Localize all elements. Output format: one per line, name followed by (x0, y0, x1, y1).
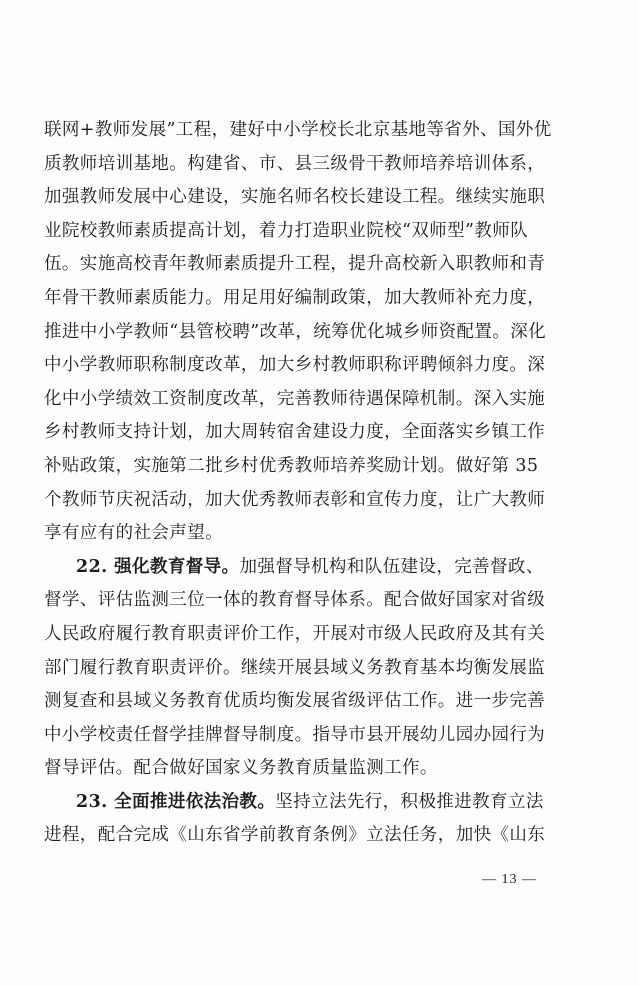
text-line: 测复查和县域义务教育优质均衡发展省级评估工作。进一步完善 (44, 691, 546, 712)
text-line: 伍。实施高校青年教师素质提升工程，提升高校新入职教师和青 (44, 254, 546, 275)
page-number: — 13 — (482, 872, 537, 887)
section-22-text: 加强督导机构和队伍建设，完善督政、 (239, 556, 544, 577)
section-23-first-line (44, 786, 604, 820)
text-line: 人民政府履行教育职责评价工作，开展对市级人民政府及其有关 (44, 623, 546, 644)
text-line: 个教师节庆祝活动，加大优秀教师表彰和宣传力度，让广大教师 (44, 489, 546, 510)
text-line: 享有应有的社会声望。 (44, 523, 223, 544)
text-line: 业院校教师素质提高计划，着力打造职业院校“双师型”教师队 (44, 220, 529, 241)
section-23-heading: 23. 全面推进依法治教。 (76, 791, 276, 812)
text-line: 化中小学绩效工资制度改革，完善教师待遇保障机制。深入实施 (44, 388, 546, 409)
section-22-first-line (44, 551, 604, 585)
text-line: 乡村教师支持计划，加大周转宿舍建设力度，全面落实乡镇工作 (44, 422, 546, 443)
text-line: 进程，配合完成《山东省学前教育条例》立法任务，加快《山东 (44, 825, 546, 846)
text-line: 中小学教师职称制度改革，加大乡村教师职称评聘倾斜力度。深 (44, 355, 546, 376)
text-line: 联网+教师发展”工程，建好中小学校长北京基地等省外、国外优 (44, 120, 552, 140)
text-line: 质教师培训基地。构建省、市、县三级骨干教师培养培训体系， (44, 153, 546, 174)
body-text (44, 114, 604, 853)
text-line: 中小学校责任督学挂牌督导制度。指导市县开展幼儿园办园行为 (44, 724, 546, 745)
text-line: 督学、评估监测三位一体的教育督导体系。配合做好国家对省级 (44, 590, 546, 611)
text-line: 督导评估。配合做好国家义务教育质量监测工作。 (44, 758, 438, 779)
text-line: 加强教师发展中心建设，实施名师名校长建设工程。继续实施职 (44, 187, 546, 208)
text-line: 年骨干教师素质能力。用足用好编制政策，加大教师补充力度， (44, 287, 546, 308)
text-line: 补贴政策，实施第二批乡村优秀教师培养奖励计划。做好第 35 (44, 455, 539, 476)
text-line: 推进中小学教师“县管校聘”改革，统筹优化城乡师资配置。深化 (44, 321, 546, 342)
section-23-text: 坚持立法先行，积极推进教育立法 (275, 791, 544, 812)
text-line: 部门履行教育职责评价。继续开展县域义务教育基本均衡发展监 (44, 657, 546, 678)
section-22-heading: 22. 强化教育督导。 (76, 556, 240, 577)
